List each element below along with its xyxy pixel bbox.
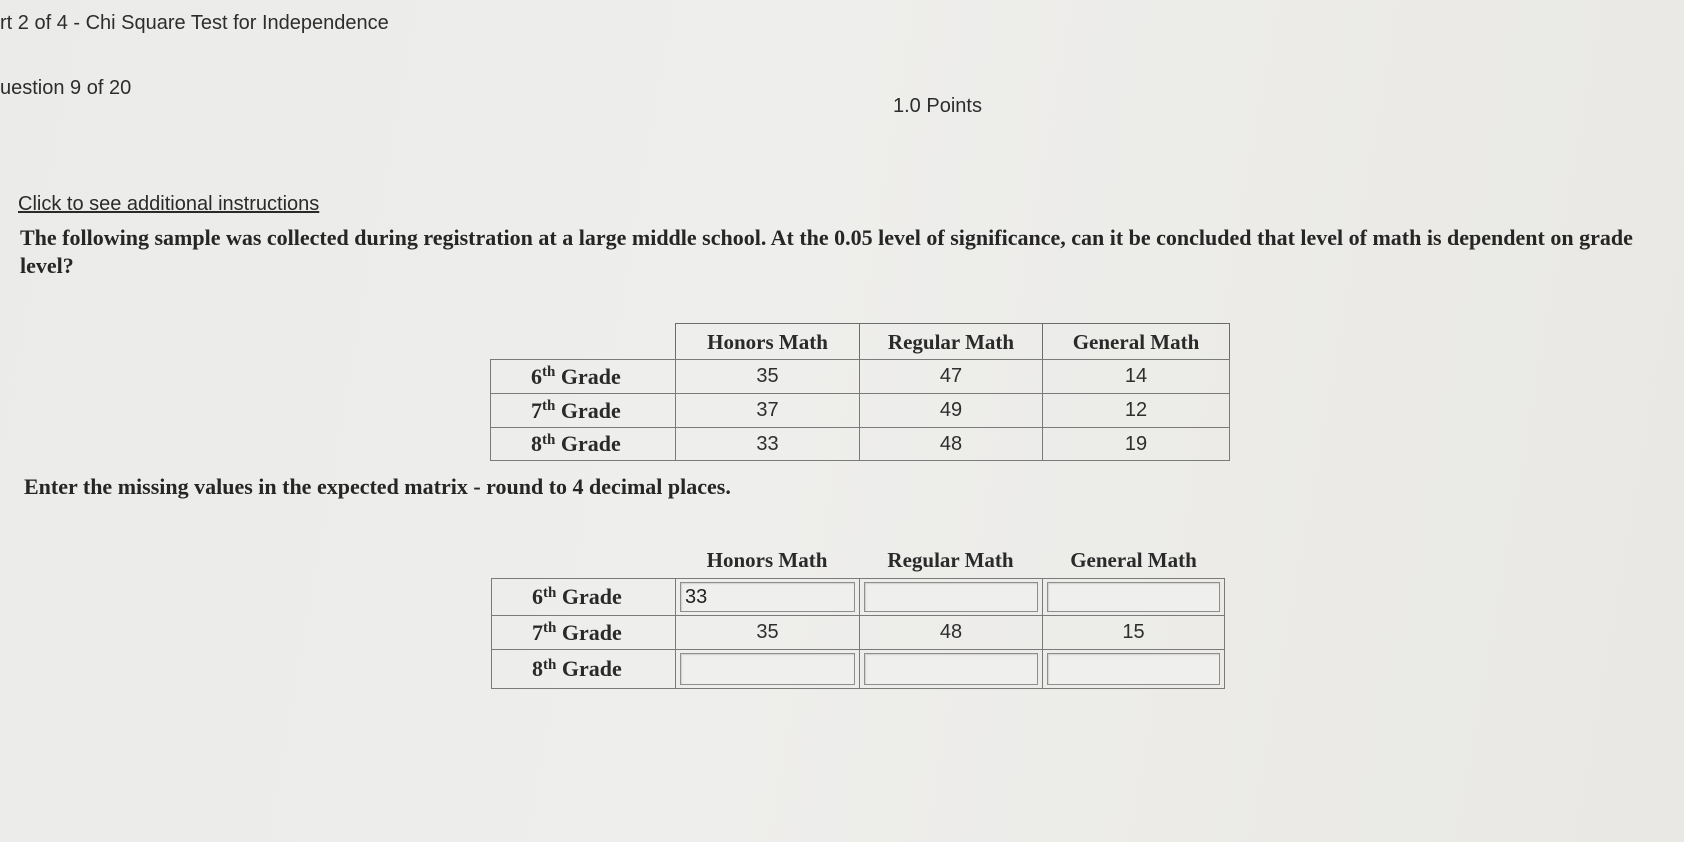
expected-row-label: [491, 578, 675, 615]
expected-row-7th: [491, 615, 1225, 649]
observed-row-7th: [490, 393, 1230, 427]
expected-cell: [1042, 649, 1225, 689]
expected-col-header-general: General Math: [1070, 548, 1197, 572]
observed-cell: 35: [675, 359, 859, 393]
observed-cell: 12: [1042, 393, 1230, 427]
row-ordinal-suffix: th: [542, 398, 556, 414]
expected-input-6th-regular[interactable]: [864, 582, 1038, 612]
row-label-text: Grade: [561, 584, 622, 609]
row-ordinal-suffix: th: [543, 656, 557, 673]
expected-cell: 35: [675, 615, 859, 649]
expected-col-header-honors: Honors Math: [706, 548, 828, 572]
expected-cell: 48: [859, 615, 1042, 649]
points-label: 1.0 Points: [893, 95, 982, 117]
observed-cell: 49: [859, 393, 1042, 427]
observed-cell: 33: [675, 427, 859, 461]
row-label-text: Grade: [561, 656, 622, 681]
expected-cell: [1042, 578, 1225, 615]
observed-cell: 19: [1042, 427, 1230, 461]
expected-row-8th: [491, 649, 1225, 689]
row-label-text: Grade: [560, 363, 621, 389]
row-ordinal: 6: [531, 363, 542, 389]
observed-cell: 14: [1042, 359, 1230, 393]
row-label-text: Grade: [560, 397, 621, 423]
expected-input-6th-honors[interactable]: [680, 582, 855, 612]
expected-input-6th-general[interactable]: [1047, 582, 1220, 612]
row-ordinal: 8: [531, 431, 542, 456]
observed-row-6th: [490, 359, 1230, 393]
part-title: rt 2 of 4 - Chi Square Test for Independence: [0, 12, 389, 34]
expected-cell: [859, 649, 1042, 689]
expected-col-header-regular: Regular Math: [887, 548, 1014, 572]
additional-instructions-link[interactable]: Click to see additional instructions: [18, 193, 320, 215]
question-number: uestion 9 of 20: [0, 77, 132, 99]
observed-row-label: [490, 359, 675, 393]
row-ordinal: 6: [532, 584, 543, 609]
expected-input-8th-regular[interactable]: [864, 653, 1038, 685]
expected-matrix-instruction: Enter the missing values in the expected matrix - round to 4 decimal places.: [24, 474, 731, 499]
observed-col-header-regular: Regular Math: [859, 323, 1042, 359]
row-ordinal-suffix: th: [542, 364, 556, 380]
row-ordinal: 7: [532, 619, 543, 645]
expected-row-label: [491, 615, 675, 649]
expected-cell: [859, 578, 1042, 615]
row-ordinal: 8: [532, 656, 543, 681]
expected-input-8th-honors[interactable]: [680, 653, 855, 685]
row-ordinal-suffix: th: [543, 620, 557, 636]
expected-cell: [675, 649, 859, 689]
observed-col-header-general: General Math: [1042, 323, 1230, 359]
observed-cell: 48: [859, 427, 1042, 461]
observed-row-label: [490, 427, 675, 461]
expected-cell: [675, 578, 859, 615]
question-text: The following sample was collected during registration at a large middle school. At the 0.05 level of significance, can it be concluded that level of math is dependent on grade level?: [20, 225, 1633, 278]
observed-row-label: [490, 393, 675, 427]
expected-input-8th-general[interactable]: [1047, 653, 1220, 685]
row-ordinal: 7: [531, 397, 542, 423]
observed-cell: 37: [675, 393, 859, 427]
row-label-text: Grade: [561, 619, 622, 645]
expected-cell: 15: [1042, 615, 1225, 649]
row-label-text: Grade: [560, 431, 621, 456]
observed-row-8th: [490, 427, 1230, 461]
row-ordinal-suffix: th: [542, 431, 556, 448]
row-ordinal-suffix: th: [543, 584, 557, 601]
expected-row-6th: [491, 578, 1225, 615]
expected-row-label: [491, 649, 675, 689]
observed-cell: 47: [859, 359, 1042, 393]
observed-col-header-honors: Honors Math: [675, 323, 859, 359]
